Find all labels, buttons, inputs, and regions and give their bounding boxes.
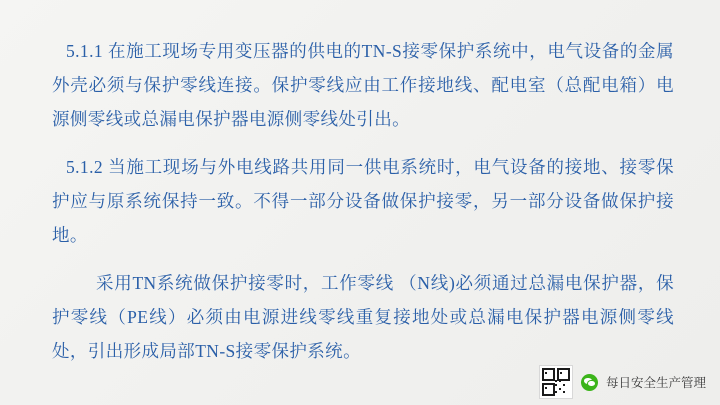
footer-bar <box>0 363 720 405</box>
paragraph-5-1-2: 5.1.2 当施工现场与外电线路共用同一供电系统时，电气设备的接地、接零保护应与原系统保持一致。不得一部分设备做保护接零，另一部分设备做保护接地。 <box>52 157 674 245</box>
qr-corner-bottom-left <box>542 383 555 396</box>
qr-dot <box>555 380 557 382</box>
qr-dot <box>563 384 565 386</box>
wechat-attribution <box>539 365 706 399</box>
qr-dot <box>559 388 561 390</box>
qr-dot <box>555 384 557 386</box>
qr-corner-top-left <box>542 368 555 381</box>
qr-dot <box>559 380 561 382</box>
qr-dot <box>563 391 565 393</box>
qr-dot <box>555 391 557 393</box>
paragraph-tn-system: 采用TN系统做保护接零时，工作零线 （N线)必须通过总漏电保护器，保护零线（PE线）必须由电源进线零线重复接地处或总漏电保护器电源侧零线处，引出形成局部TN-S接零保护系统。 <box>52 273 674 361</box>
wechat-account-name: 每日安全生产管理 <box>605 376 706 390</box>
slide-body <box>0 34 720 378</box>
paragraph-5-1-1: 5.1.1 在施工现场专用变压器的供电的TN-S接零保护系统中，电气设备的金属外壳必须与保护零线连接。保护零线应由工作接地线、配电室（总配电箱）电源侧零线或总漏电保护器电源侧零线处引出。 <box>52 41 674 129</box>
qr-code-icon <box>539 365 573 399</box>
wechat-icon <box>581 374 598 391</box>
